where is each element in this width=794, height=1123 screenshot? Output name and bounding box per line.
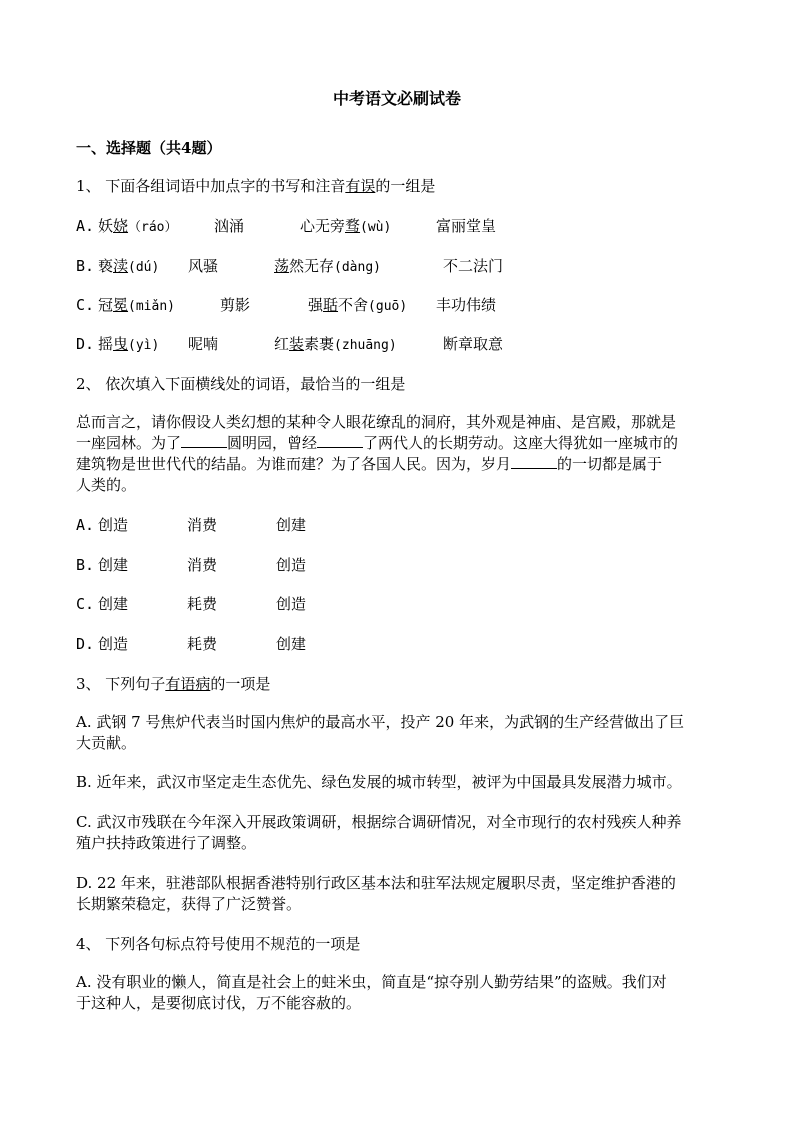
stem-text: 3、 下列句子	[76, 675, 166, 693]
option-word-1	[98, 334, 159, 356]
option-line: 殖户扶持政策进行了调整。	[76, 834, 257, 852]
pinyin: (dàng)	[334, 260, 381, 275]
option-word-1: 创造	[98, 516, 129, 534]
passage-line	[76, 454, 718, 475]
option-word-1	[98, 295, 175, 317]
option-word-2: 汹涌	[214, 217, 245, 235]
option-word-1: 创建	[98, 556, 129, 574]
pinyin: (zhuāng)	[334, 338, 397, 353]
option-word-2: 耗费	[187, 595, 218, 613]
option-word-1: 创建	[98, 595, 129, 613]
option-label: A.	[76, 516, 95, 534]
stem-text: 的一项是	[210, 675, 271, 693]
option-word-3	[274, 334, 397, 356]
question-3-option-a	[76, 712, 718, 754]
question-3-stem	[76, 674, 270, 694]
passage-text: 的一切都是属于	[557, 455, 663, 473]
fill-blank-3	[511, 454, 557, 469]
option-label: A.	[76, 217, 95, 235]
option-word-3	[308, 295, 407, 317]
word-part: 然无存	[289, 257, 335, 275]
option-label: D.	[76, 335, 95, 353]
pinyin: (wù)	[360, 220, 392, 235]
question-4-stem: 4、 下列各句标点符号使用不规范的一项是	[76, 935, 361, 953]
word-dotted: 聒	[323, 296, 339, 314]
question-3-option-b	[76, 772, 718, 793]
option-line: C. 武汉市残联在今年深入开展政策调研，根据综合调研情况，对全市现行的农村残疾人种养	[76, 813, 682, 831]
word-part: 强	[308, 296, 324, 314]
option-word-4: 不二法门	[443, 257, 504, 275]
option-word-2: 呢喃	[188, 335, 219, 353]
page-title: 中考语文必刷试卷	[332, 89, 461, 108]
stem-text: 1、 下面各组词语中加点字的书写和注音	[76, 177, 346, 195]
pinyin: (dú)	[128, 260, 160, 275]
stem-underlined: 有语病	[165, 675, 211, 693]
option-label: B.	[76, 257, 95, 275]
passage-text: 圆明园，曾经	[227, 434, 318, 452]
word-part: 亵	[98, 257, 114, 275]
passage-text: 一座园林。为了	[76, 434, 182, 452]
option-word-3: 创造	[276, 595, 307, 613]
option-line: 大贡献。	[76, 734, 137, 752]
option-word-4: 断章取意	[443, 335, 504, 353]
option-label: B.	[76, 556, 95, 574]
word-dotted: 娆	[113, 217, 129, 235]
passage-line: 人类的。	[76, 476, 137, 494]
passage-text: 建筑物是世世代代的结晶。为谁而建？为了各国人民。因为，岁月	[76, 455, 512, 473]
option-word-3	[274, 256, 381, 278]
pinyin: (miǎn)	[128, 299, 175, 314]
option-word-3: 创造	[276, 556, 307, 574]
stem-text: 的一组是	[375, 177, 436, 195]
option-label: C.	[76, 595, 95, 613]
word-dotted: 骛	[345, 217, 361, 235]
option-word-1: 创造	[98, 635, 129, 653]
word-part: 不舍	[338, 296, 369, 314]
option-word-3: 创建	[276, 516, 307, 534]
option-word-1	[98, 256, 159, 278]
word-part: 冠	[98, 296, 114, 314]
question-2-stem: 2、 依次填入下面横线处的词语，最恰当的一组是	[76, 375, 406, 393]
word-part: 摇	[98, 335, 114, 353]
option-word-2: 耗费	[187, 635, 218, 653]
option-line: B. 近年来，武汉市坚定走生态优先、绿色发展的城市转型，被评为中国最具发展潜力城市。	[76, 773, 682, 791]
word-dotted: 装	[289, 335, 305, 353]
option-label: D.	[76, 635, 95, 653]
passage-line	[76, 433, 718, 454]
word-part: 红	[274, 335, 290, 353]
section-heading: 一、选择题（共4题）	[76, 139, 222, 157]
word-part: 心无旁	[300, 217, 346, 235]
question-3-option-c	[76, 812, 718, 854]
question-1-stem	[76, 176, 435, 196]
passage-text: 了两代人的长期劳动。这座大得犹如一座城市的	[363, 434, 679, 452]
word-part: 妖	[98, 217, 114, 235]
passage-line: 总而言之，请你假设人类幻想的某种令人眼花缭乱的洞府，其外观是神庙、是宫殿，那就是	[76, 413, 677, 431]
option-word-2: 消费	[187, 556, 218, 574]
option-word-2: 消费	[187, 516, 218, 534]
question-3-option-d	[76, 873, 718, 915]
word-dotted: 冕	[113, 296, 129, 314]
option-word-3	[300, 216, 391, 238]
word-dotted: 荡	[274, 257, 290, 275]
option-word-3: 创建	[276, 635, 307, 653]
option-word-4: 丰功伟绩	[436, 296, 497, 314]
fill-blank-2	[317, 433, 363, 448]
question-4-option-a	[76, 972, 718, 1014]
pinyin: （ráo）	[128, 220, 178, 235]
option-word-4: 富丽堂皇	[436, 217, 497, 235]
option-word-2: 风骚	[188, 257, 219, 275]
option-line: A. 武钢 7 号焦炉代表当时国内焦炉的最高水平，投产 20 年来，为武钢的生产经营做出了巨	[76, 713, 685, 731]
option-label: C.	[76, 296, 95, 314]
option-word-2: 剪影	[220, 296, 251, 314]
option-word-1	[98, 216, 178, 238]
option-line: 长期繁荣稳定，获得了广泛赞誉。	[76, 895, 302, 913]
word-part: 素裹	[304, 335, 335, 353]
question-2-passage	[76, 412, 718, 496]
word-dotted: 渎	[113, 257, 129, 275]
word-dotted: 曳	[113, 335, 129, 353]
option-line: A. 没有职业的懒人，简直是社会上的蛀米虫，简直是“掠夺别人勤劳结果”的盗贼。我们对	[76, 973, 667, 991]
pinyin: (guō)	[368, 299, 408, 314]
option-line: 于这种人，是要彻底讨伐，万不能容赦的。	[76, 994, 362, 1012]
option-line: D. 22 年来，驻港部队根据香港特别行政区基本法和驻军法规定履职尽责，坚定维护香港的	[76, 874, 676, 892]
stem-underlined: 有误	[345, 177, 376, 195]
fill-blank-1	[181, 433, 227, 448]
pinyin: (yì)	[128, 338, 160, 353]
